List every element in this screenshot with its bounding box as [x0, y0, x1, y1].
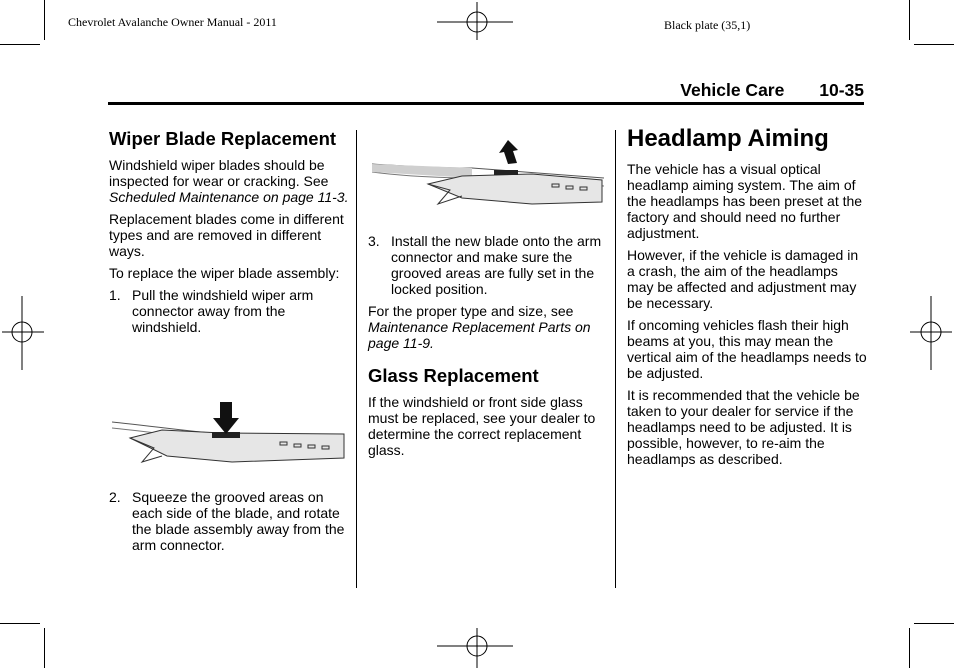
paragraph: Windshield wiper blades should be inspected for wear or cracking. See Scheduled Maintenance on page 11-3.: [109, 157, 349, 205]
column-divider: [615, 130, 616, 588]
running-header: [680, 80, 864, 101]
registration-mark-left: [0, 296, 44, 372]
registration-mark-top: [437, 2, 517, 42]
paragraph: The vehicle has a visual optical headlamp aiming system. The aim of the headlamps has been preset at the factory and should need no further adjustment.: [627, 161, 863, 241]
cross-reference[interactable]: page 11-3: [282, 189, 345, 205]
wiper-install-illustration: [372, 138, 604, 210]
crop-mark: [44, 628, 45, 668]
section-title: Wiper Blade Replacement: [109, 128, 337, 149]
registration-mark-bottom: [437, 626, 517, 668]
header-rule: [108, 102, 864, 105]
section-name: Vehicle Care: [680, 80, 785, 100]
paragraph: It is recommended that the vehicle be taken to your dealer for service if the headlamps need to be adjusted. It is possible, however, to re-aim the headlamps as described.: [627, 387, 860, 467]
registration-mark-right: [910, 296, 954, 372]
list-item: 1. Pull the windshield wiper arm connector away from the windshield.: [109, 287, 314, 335]
cross-reference[interactable]: Scheduled Maintenance on: [109, 189, 279, 205]
crop-mark: [909, 0, 910, 40]
paragraph: If the windshield or front side glass must be replaced, see your dealer to determine the correct replacement glass.: [368, 394, 596, 458]
list-item: 3. Install the new blade onto the arm connector and make sure the grooved areas are fully set in the locked position.: [368, 233, 602, 297]
crop-mark: [44, 0, 45, 40]
column-3: [627, 126, 867, 473]
crop-mark: [914, 623, 954, 624]
column-1: [109, 128, 349, 341]
section-title: Glass Replacement: [368, 365, 539, 386]
cross-reference[interactable]: page 11-9: [368, 335, 431, 351]
crop-mark: [909, 628, 910, 668]
paragraph: If oncoming vehicles flash their high beams at you, this may mean the vertical aim of the headlamps needs to be adjusted.: [627, 317, 867, 381]
paragraph: Replacement blades come in different types and are removed in different ways.: [109, 211, 344, 259]
plate-label: Black plate (35,1): [664, 18, 751, 32]
column-1-continued: [109, 489, 349, 559]
crop-mark: [0, 44, 40, 45]
paragraph: However, if the vehicle is damaged in a crash, the aim of the headlamps may be affected and adjustment may be necessary.: [627, 247, 859, 311]
column-divider: [356, 130, 357, 588]
wiper-removal-illustration: [112, 400, 346, 470]
paragraph: For the proper type and size, see Maintenance Replacement Parts on page 11-9.: [368, 303, 591, 351]
column-2: [368, 233, 608, 464]
manual-title: Chevrolet Avalanche Owner Manual - 2011: [68, 15, 277, 29]
list-item: 2. Squeeze the grooved areas on each side of the blade, and rotate the blade assembly away from the arm connector.: [109, 489, 345, 553]
crop-mark: [0, 623, 40, 624]
page-number: 10-35: [819, 80, 864, 100]
cross-reference[interactable]: Maintenance Replacement Parts on: [368, 319, 591, 335]
crop-mark: [914, 44, 954, 45]
paragraph: To replace the wiper blade assembly:: [109, 265, 340, 281]
section-title: Headlamp Aiming: [627, 125, 829, 152]
